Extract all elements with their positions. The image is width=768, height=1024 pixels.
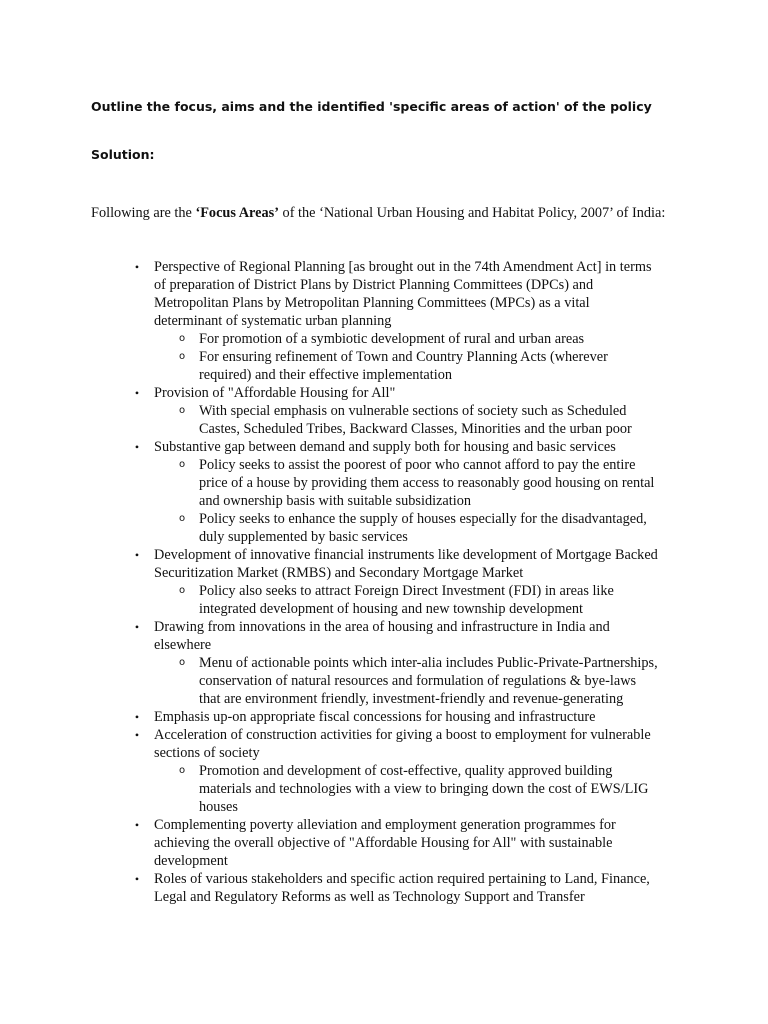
sub-point-text: Policy also seeks to attract Foreign Direct Investment (FDI) in areas like integrated development of housing and new township development [199,583,614,617]
bullet-icon: • [134,386,140,400]
intro-prefix: Following are the [91,205,196,221]
focus-area-item [131,726,661,816]
sub-point-text: Policy seeks to assist the poorest of poor who cannot afford to pay the entire price of a house by providing them access to reasonably good housing on rental and ownership basis with suitable subsidization [199,457,655,509]
sub-point-item [154,456,661,510]
focus-area-item [131,546,661,618]
sub-point-item [154,510,661,546]
sub-point-list [154,330,661,384]
bullet-icon: • [134,710,140,724]
circle-bullet-icon: o [178,459,186,470]
circle-bullet-icon: o [178,657,186,668]
solution-label: Solution: [91,147,155,162]
focus-area-text: Substantive gap between demand and supply both for housing and basic services [154,439,616,455]
focus-area-item [131,384,661,438]
bullet-icon: • [134,620,140,634]
bullet-icon: • [134,260,140,274]
focus-area-item [131,258,661,384]
focus-area-text: Drawing from innovations in the area of housing and infrastructure in India and elsewhere [154,619,610,653]
bullet-icon: • [134,728,140,742]
focus-area-item [131,618,661,708]
sub-point-text: For promotion of a symbiotic development of rural and urban areas [199,331,585,347]
intro-paragraph [91,204,671,222]
focus-area-item [131,816,661,870]
sub-point-list [154,762,661,816]
sub-point-list [154,654,661,708]
sub-point-item [154,582,661,618]
bullet-icon: • [134,440,140,454]
circle-bullet-icon: o [178,513,186,524]
focus-area-text: Provision of "Affordable Housing for All" [154,385,396,401]
focus-area-text: Complementing poverty alleviation and employment generation programmes for achieving the overall objective of "Affordable Housing for All" with sustainable development [154,817,616,869]
bullet-icon: • [134,548,140,562]
sub-point-item [154,762,661,816]
bullet-icon: • [134,872,140,886]
circle-bullet-icon: o [178,333,186,344]
sub-point-text: Promotion and development of cost-effective, quality approved building materials and technologies with a view to bringing down the cost of EWS/LIG houses [199,763,649,815]
sub-point-item [154,402,661,438]
focus-area-item [131,708,661,726]
sub-point-text: With special emphasis on vulnerable sections of society such as Scheduled Castes, Scheduled Tribes, Backward Classes, Minorities and the urban poor [199,403,632,437]
focus-area-text: Emphasis up-on appropriate fiscal concessions for housing and infrastructure [154,709,596,725]
sub-point-list [154,582,661,618]
sub-point-text: For ensuring refinement of Town and Country Planning Acts (wherever required) and their effective implementation [199,349,608,383]
focus-area-item [131,870,661,906]
focus-area-text: Acceleration of construction activities for giving a boost to employment for vulnerable sections of society [154,727,651,761]
sub-point-text: Menu of actionable points which inter-alia includes Public-Private-Partnerships, conservation of natural resources and formulation of regulations & bye-laws that are environment friendly, investment-friendly and revenue-generating [199,655,658,707]
intro-suffix: of the ‘National Urban Housing and Habitat Policy, 2007’ of India: [278,205,666,221]
focus-area-text: Development of innovative financial instruments like development of Mortgage Backed Securitization Market (RMBS) and Secondary Mortgage Market [154,547,658,581]
circle-bullet-icon: o [178,765,186,776]
focus-area-text: Roles of various stakeholders and specific action required pertaining to Land, Finance, Legal and Regulatory Reforms as well as Technology Support and Transfer [154,871,650,905]
sub-point-list [154,402,661,438]
circle-bullet-icon: o [178,405,186,416]
focus-area-text: Perspective of Regional Planning [as brought out in the 74th Amendment Act] in terms of preparation of District Plans by District Planning Committees (DPCs) and Metropolitan Plans by Metropolitan Planning Committees (MPCs) as a vital determinant of systematic urban planning [154,259,652,329]
bullet-icon: • [134,818,140,832]
sub-point-item [154,654,661,708]
focus-areas-list [131,258,661,906]
circle-bullet-icon: o [178,585,186,596]
question-heading: Outline the focus, aims and the identified 'specific areas of action' of the policy [91,99,652,114]
sub-point-item [154,348,661,384]
focus-area-item [131,438,661,546]
circle-bullet-icon: o [178,351,186,362]
sub-point-list [154,456,661,546]
sub-point-text: Policy seeks to enhance the supply of houses especially for the disadvantaged, duly supplemented by basic services [199,511,647,545]
sub-point-item [154,330,661,348]
intro-bold-term: ‘Focus Areas’ [195,205,279,221]
